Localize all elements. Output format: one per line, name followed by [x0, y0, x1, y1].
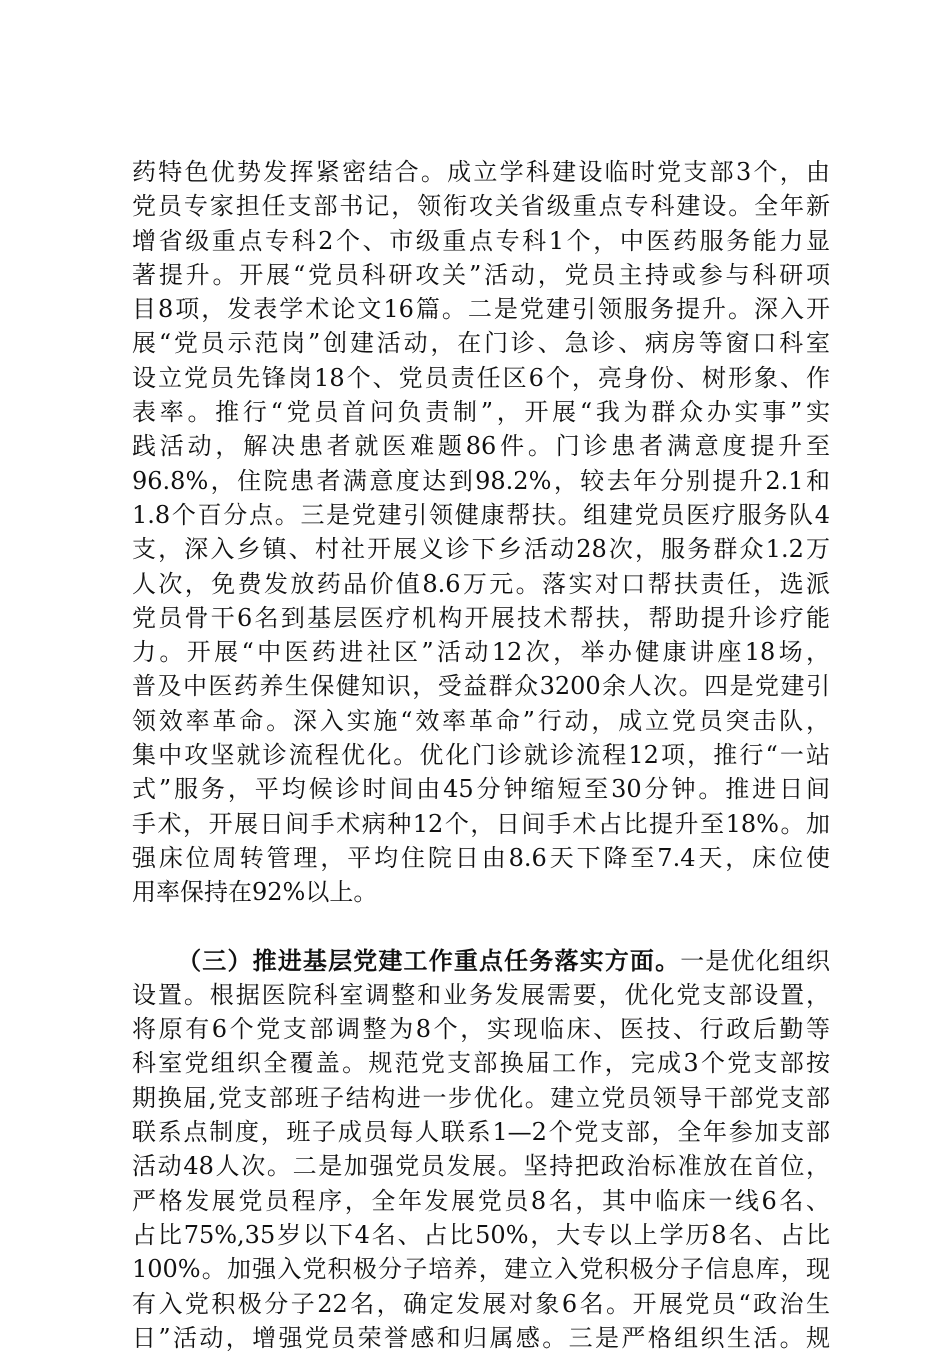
paragraph1-line: 手术，开展日间手术病种12个，日间手术占比提升至18%。加	[132, 809, 830, 838]
paragraph1-line: 党员专家担任支部书记，领衔攻关省级重点专科建设。全年新	[132, 192, 830, 221]
paragraph1-line: 目8项，发表学术论文16篇。二是党建引领服务提升。深入开	[132, 295, 830, 324]
paragraph2-line: 将原有6个党支部调整为8个，实现临床、医技、行政后勤等	[132, 1015, 830, 1044]
paragraph1-line: 力。开展“中医药进社区”活动12次，举办健康讲座18场，	[132, 638, 830, 667]
paragraph1-line: 领效率革命。深入实施“效率革命”行动，成立党员突击队，	[132, 706, 830, 735]
paragraph1-line: 人次，免费发放药品价值8.6万元。落实对口帮扶责任，选派	[132, 569, 830, 598]
paragraph2-line: 设置。根据医院科室调整和业务发展需要，优化党支部设置，	[132, 980, 830, 1009]
paragraph-2-first-line	[132, 944, 830, 978]
paragraph1-line: 著提升。开展“党员科研攻关”活动，党员主持或参与科研项	[132, 260, 830, 289]
paragraph1-line: 支，深入乡镇、村社开展义诊下乡活动28次，服务群众1.2万	[132, 535, 830, 564]
paragraph-gap	[132, 910, 830, 944]
paragraph1-line: 党员骨干6名到基层医疗机构开展技术帮扶，帮助提升诊疗能	[132, 603, 830, 632]
first-line-text: 一是优化组织	[680, 946, 831, 975]
paragraph2-line: 严格发展党员程序，全年发展党员8名，其中临床一线6名、	[132, 1186, 830, 1215]
paragraph-1	[132, 155, 830, 875]
paragraph2-line: 联系点制度，班子成员每人联系1—2个党支部，全年参加支部	[132, 1118, 830, 1147]
paragraph1-line: 表率。推行“党员首问负责制”，开展“我为群众办实事”实	[132, 398, 830, 427]
paragraph-2	[132, 978, 830, 1355]
paragraph2-line: 期换届,党支部班子结构进一步优化。建立党员领导干部党支部	[132, 1083, 830, 1112]
paragraph2-line: 日”活动，增强党员荣誉感和归属感。三是严格组织生活。规	[132, 1323, 830, 1352]
paragraph1-line: 集中攻坚就诊流程优化。优化门诊就诊流程12项，推行“一站	[132, 741, 830, 770]
paragraph2-line: 活动48人次。二是加强党员发展。坚持把政治标准放在首位，	[132, 1152, 830, 1181]
paragraph1-line: 96.8%，住院患者满意度达到98.2%，较去年分别提升2.1和	[132, 466, 830, 495]
paragraph1-line: 式”服务，平均候诊时间由45分钟缩短至30分钟。推进日间	[132, 775, 830, 804]
paragraph1-line: 展“党员示范岗”创建活动，在门诊、急诊、病房等窗口科室	[132, 329, 830, 358]
paragraph2-line: 100%。加强入党积极分子培养，建立入党积极分子信息库，现	[132, 1255, 830, 1284]
paragraph1-line: 普及中医药养生保健知识，受益群众3200余人次。四是党建引	[132, 672, 830, 701]
paragraph1-line: 1.8个百分点。三是党建引领健康帮扶。组建党员医疗服务队4	[132, 500, 830, 529]
section-heading: （三）推进基层党建工作重点任务落实方面。	[176, 945, 681, 975]
paragraph-1-last-line: 用率保持在92%以上。	[132, 878, 378, 907]
paragraph1-line: 增省级重点专科2个、市级重点专科1个，中医药服务能力显	[132, 226, 830, 255]
paragraph2-line: 科室党组织全覆盖。规范党支部换届工作，完成3个党支部按	[132, 1049, 830, 1078]
paragraph1-line: 践活动，解决患者就医难题86件。门诊患者满意度提升至	[132, 432, 830, 461]
paragraph1-line: 设立党员先锋岗18个、党员责任区6个，亮身份、树形象、作	[132, 363, 830, 392]
paragraph2-line: 有入党积极分子22名，确定发展对象6名。开展党员“政治生	[132, 1289, 830, 1318]
paragraph1-line: 药特色优势发挥紧密结合。成立学科建设临时党支部3个，由	[132, 158, 830, 186]
paragraph1-line: 强床位周转管理，平均住院日由8.6天下降至7.4天，床位使	[132, 843, 830, 872]
paragraph2-line: 占比75%,35岁以下4名、占比50%，大专以上学历8名、占比	[132, 1220, 830, 1249]
document-page	[132, 155, 830, 1355]
